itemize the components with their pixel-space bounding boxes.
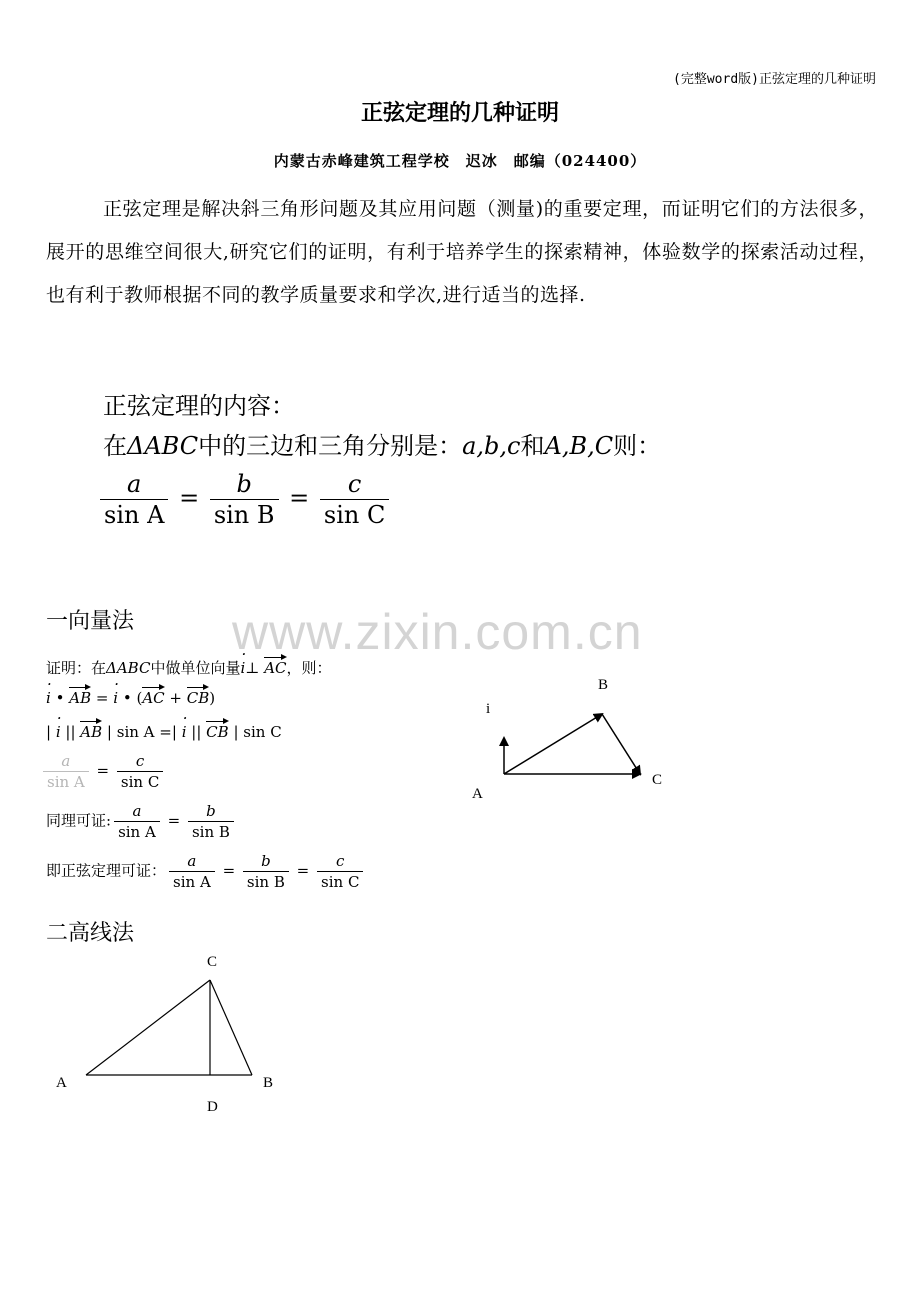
proof-line-2: · i • AB = · i • (AC + CB) [46, 689, 215, 707]
vector-ab [504, 714, 602, 774]
vector-diagram [460, 670, 680, 810]
label-d: D [207, 1099, 218, 1115]
proof-line-conclusion: 即正弦定理可证： $\frac{a}{\text{sin A}}$ = $\frac{b}{\text{sin B}}$ = $\frac{c}{\text{sin C}}$ [46, 852, 366, 891]
label-a: A [472, 786, 483, 802]
theorem-heading: 正弦定理的内容： [103, 392, 295, 420]
author-byline: 内蒙古赤峰建筑工程学校 迟冰 邮编（024400） [273, 152, 647, 170]
theorem-statement: 在ΔABC中的三边和三角分别是：a,b,c和A,B,C则： [103, 432, 662, 460]
proof-line-3: | · i || AB | sin A =| · i || CB | sin C [46, 723, 282, 741]
label-i: i [486, 701, 491, 717]
label-b: B [598, 677, 609, 693]
proof-line-4: $\frac{a}{\text{sin A}}$ = $\frac{c}{\text{sin C}}$ [40, 752, 166, 791]
label-a: A [56, 1075, 67, 1091]
theorem-formula: $\frac{a}{\text{sin A}}$ = $\frac{b}{\text{sin B}}$ = $\frac{c}{\text{sin C}}$ [97, 470, 392, 529]
section-altitude-heading: 二高线法 [46, 921, 135, 946]
watermark: www.zixin.com.cn [232, 604, 643, 660]
header-note: (完整word版)正弦定理的几种证明 [673, 72, 876, 87]
section-vector-heading: 一向量法 [46, 609, 135, 634]
side-bc [210, 980, 252, 1075]
intro-paragraph: 正弦定理是解决斜三角形问题及其应用问题（测量)的重要定理，而证明它们的方法很多，展开的思维空间很大,研究它们的证明，有利于培养学生的探索精神，体验数学的探索活动过程，也有利于教师根据不同的教学质量要求和学次,进行适当的选择. [46, 198, 878, 306]
label-c: C [652, 772, 663, 788]
proof-line-1: 证明：在ΔABC中做单位向量· i⊥ AC，则： [46, 657, 332, 678]
side-ac [86, 980, 210, 1075]
altitude-diagram [40, 945, 300, 1125]
label-c: C [207, 954, 218, 970]
vector-bc [602, 714, 640, 774]
label-b: B [263, 1075, 274, 1091]
page-title: 正弦定理的几种证明 [360, 100, 559, 126]
proof-line-similarly: 同理可证: $\frac{a}{\text{sin A}}$ = $\frac{b}{\text{sin B}}$ [46, 802, 237, 841]
